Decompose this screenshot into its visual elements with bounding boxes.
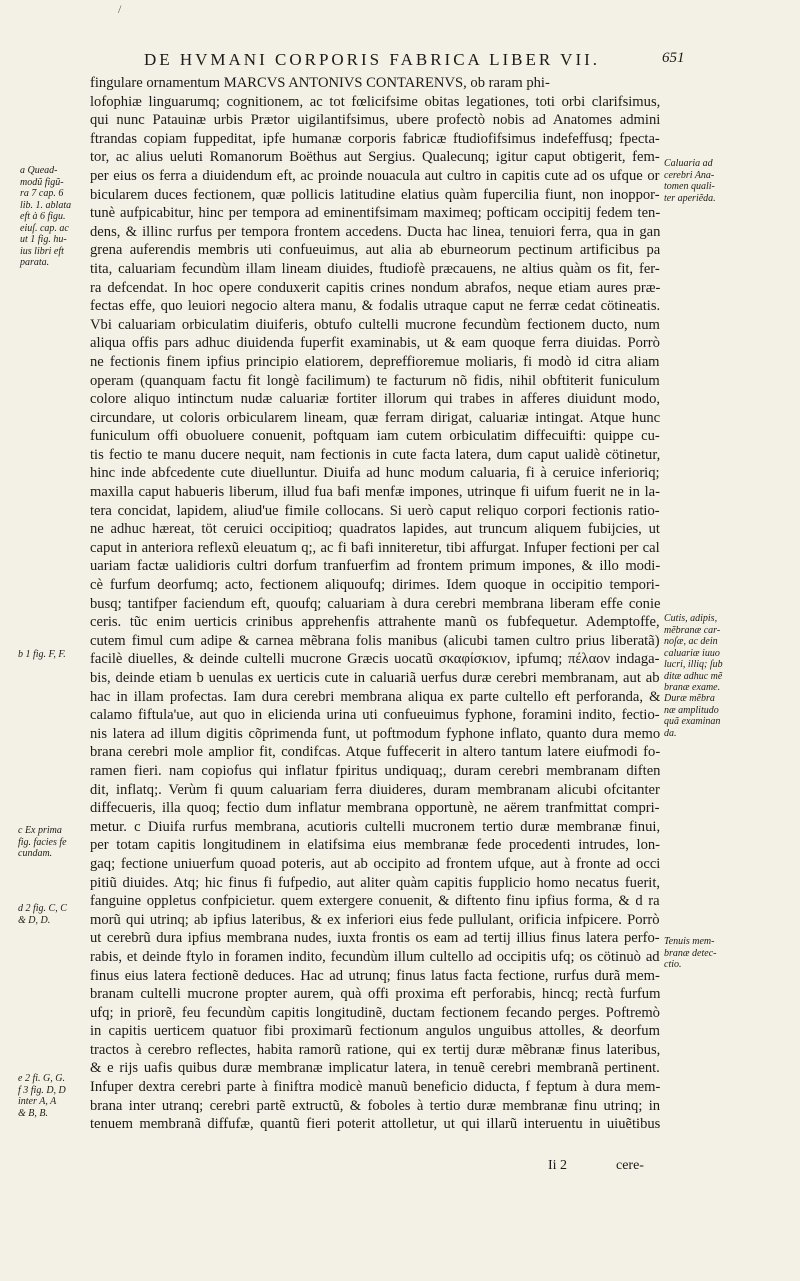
text-line: circundare, ut coloris orbicularem lineam, quæ ferram dirigat, caluariæ intingat. Atque hunc: [90, 409, 660, 426]
text-line: hac in illam profectas. Iam dura cerebri membrana aliqua ex parte cultello eft perforanda, &: [90, 688, 660, 705]
text-line: branam cultelli mucrone propter aurem, quà offi proxima eft perforabis, hincq; rectà furfum: [90, 986, 660, 1003]
text-line: tunè aufpicabitur, hinc per tempora ad eminentifsimam maximeq; pofticam occipitij fedem ten-: [90, 205, 660, 222]
margin-note-line: quã examinan: [664, 716, 721, 727]
margin-note-line: ditæ adhuc mẽ: [664, 670, 723, 682]
right-margin-note-3: [664, 693, 720, 739]
text-line: Infuper dextra cerebri parte à finiftra modicè manuũ beneficio diducta, f feptum à dura mem-: [90, 1079, 660, 1096]
page-number: 651: [662, 50, 685, 66]
text-line: pitiũ diuides. Atq; hic finus fi fufpedio, aut aliter quàm capitis fupplicio homo necatus fuerit,: [90, 874, 660, 891]
text-line: aliqua offis pars adhuc diuidenda fuperfit examinabis, ut & eam quoque ferra diuidas. Porrò: [90, 335, 660, 352]
text-line: dit, inflatq;. Verùm fi quum caluariam ferra diuideres, duram membranam alicubi ofcitanter: [90, 781, 660, 798]
margin-note-line: f 3 fig. D, D: [18, 1084, 66, 1096]
text-line: tita, caluariam fecundùm illam lineam diuides, ftudiofè præcauens, ne altius quàm os fit, fer-: [90, 260, 660, 277]
text-line: cutem fimul cum adipe & carnea mẽbrana folis manibus (alicubi tamen cultro prius liberatã): [90, 632, 660, 649]
margin-note-line: fig. facies fe: [18, 836, 67, 848]
text-line: operam (quanquam factu fit longè facilimum) te facturum nõ fidis, nihil obftiterit funiculum: [90, 372, 660, 389]
margin-note-line: cerebri Ana-: [664, 169, 715, 181]
text-line: facilè diuelles, & deinde cultelli mucrone Græcis uocatũ σκαφίσκιον, ipfumq; πέλαον indaga-: [90, 651, 660, 668]
text-line: nis latera ad illum digitis cõprimenda funt, ut poftmodum fyphone inflato, quanto dura memo: [90, 725, 660, 742]
margin-note-line: lucri, illiq; ſub: [664, 659, 723, 670]
text-line: tera concidat, lapidem, aliud'ue fimile collocans. Si uerò caput reliquo corpori fectionis ratio-: [90, 502, 660, 519]
margin-note-line: branæ detec-: [664, 947, 717, 959]
text-line: Vbi caluariam orbiculatim diuiferis, obtufo cultelli mucrone fecundùm fectionem ducto, num: [90, 316, 660, 333]
text-line: colore aliquo intinctum nudæ caluariæ fortiter illorum qui trabes in afferes diuidunt modo,: [90, 391, 660, 408]
margin-note-line: Duræ mẽbra: [664, 693, 715, 704]
left-margin-note-3: [18, 825, 67, 860]
text-line: tor, ac alius ueluti Romanorum Boëthus aut Sergius. Qualecunq; igitur caput obtigerit, fem-: [90, 149, 660, 166]
text-line: ufq; in priorẽ, feu fecundùm capitis longitudinẽ, ductam fectionem fecando perges. Poftremò: [90, 1004, 660, 1021]
catchword: cere-: [616, 1158, 644, 1173]
text-line: hinc inde abfcedente cute diuelluntur. Diuifa ad hunc modum caluaria, fi à ceruice inferioriq;: [90, 465, 660, 482]
margin-note-line: ter aperiẽda.: [664, 192, 716, 204]
text-line: uariam factæ ualidioris cultri dorfum tranfuerfim ad frontem primum impones, & illo modi-: [90, 558, 660, 575]
margin-note-line: tomen quali-: [664, 181, 715, 192]
margin-note-line: caluariæ iuuo: [664, 647, 720, 659]
text-line: morũ qui utrinq; ab ipfius lateribus, & ex inferiori eius fede pullulant, orificia infpicere. Porrò: [90, 911, 660, 928]
margin-note-line: b 1 fig. F, F.: [18, 649, 66, 660]
margin-note-line: eiuſ. cap. ac: [20, 222, 69, 234]
margin-note-line: ra 7 cap. 6: [20, 188, 64, 199]
text-line: bis, deinde etiam b uenulas ex uerticis cute in caluariã uerfus duræ cerebri membranam, aut ab: [90, 670, 660, 686]
text-line: funiculum offi obuoluere conuenit, poftquam iam cutem orbiculatim diffecuifti: quippe cu-: [90, 428, 660, 445]
text-line: brana cerebri mole amplior fit, condifcas. Atque fuffecerit in altero tantum latere eiufmodi fo-: [90, 744, 660, 761]
margin-note-line: & B, B.: [18, 1107, 48, 1119]
text-line: ne fectionis finem ipfius principio elatiorem, depreffioremue moliaris, fi modò id citra aliam: [90, 353, 660, 370]
text-line: in capitis uerticem quatuor fibi proximarũ fectionum angulos unguibus attolles, & deorfum: [90, 1023, 660, 1040]
text-line: ramen fieri. nam copiofus qui inflatur fpiritus undiquaq;, duram cerebri membranam diften: [90, 762, 660, 779]
left-margin-note-1: [20, 165, 71, 269]
text-line: bicularem duces fectionem, quæ pollicis latitudine elatius quàm fupercilia fiunt, non inoppor-: [90, 186, 660, 203]
text-line: calamo fiftula'ue, aut quo in elicienda urina uti confueuimus fyphone, foramini indito, fectio-: [90, 707, 660, 724]
margin-note-line: c Ex prima: [18, 825, 62, 836]
margin-note-line: noſæ, ac dein: [664, 636, 718, 647]
text-line: per totam capitis longitudinem in elatifsima eius membranæ fede procedenti intrudes, lon-: [90, 837, 660, 854]
margin-note-line: Cutis, adipis,: [664, 613, 718, 624]
text-line: finus eius latera fectionẽ deduces. Hac ad utrunq; finus latus facta fectione, rurfus durã mem-: [90, 967, 660, 984]
text-line: per eius os ferra a diuidendum eft, ac proinde nouacula aut cultro in capitis cute ad os ufque or: [90, 167, 660, 184]
text-line: tractos à cerebro reflectes, habita ramorũ ratione, qui ex tertij duræ mẽbranæ finus lateribus,: [90, 1041, 660, 1058]
right-margin-note-1: [664, 158, 716, 204]
margin-note-line: ctio.: [664, 959, 682, 970]
text-line: fingulare ornamentum MARCVS ANTONIVS CONTARENVS, ob raram phi-: [90, 75, 550, 91]
left-margin-note-2: [18, 649, 66, 661]
margin-note-line: inter A, A: [18, 1096, 57, 1107]
margin-note-line: Caluaria ad: [664, 158, 713, 169]
text-line: busq; tantifper faciendum eft, quoufq; caluariam à dura cerebri membrana liberam effe conie: [90, 595, 660, 612]
margin-note-line: ius libri eft: [20, 245, 64, 257]
text-line: dens, & illinc rurfus per tempora frontem accedens. Ducta hac linea, tenuiori ferra, qua in gan: [90, 223, 660, 240]
catchline: [0, 1158, 800, 1178]
right-margin-note-2: [664, 613, 723, 694]
margin-note-line: & D, D.: [18, 914, 51, 926]
text-line: cè furfum deorfumq; acto, fectionem aliquoufq; dirimes. Idem quoque in occipitio tempori-: [90, 577, 660, 594]
running-title: DE HVMANI CORPORIS FABRICA LIBER VII.: [143, 50, 601, 69]
left-margin-note-5: [18, 1073, 66, 1119]
margin-note-line: ut 1 fig. hu-: [20, 234, 67, 245]
margin-note-line: a Quead-: [20, 165, 58, 176]
text-line: maxilla caput habueris liberum, illud fua bafi menfæ impones, utrinque fi uifum fuerit ne in la-: [90, 484, 660, 501]
margin-note-line: branæ exame.: [664, 682, 721, 693]
margin-note-line: lib. 1. ablata: [20, 199, 72, 211]
text-line: grena auferendis membris uti confueuimus, aut alia ab eburneorum pectinum artificibus pa: [90, 242, 660, 259]
text-line: rabis, et deinde ftylo in foramen indito, fecundùm illum cultello ad occipitis ufq; os cötinuò ad: [90, 948, 660, 965]
margin-note-line: Tenuis mem-: [664, 936, 715, 947]
margin-note-line: mẽbranæ car-: [664, 624, 721, 636]
corner-mark: /: [118, 2, 122, 16]
signature-mark: Ii 2: [548, 1158, 568, 1173]
margin-note-line: parata.: [20, 257, 50, 268]
text-line: lofophiæ linguarumq; cognitionem, ac tot fœlicifsime obitas legationes, toti orbi clarifsimus,: [90, 93, 660, 110]
margin-note-line: eft à 6 figu.: [20, 211, 66, 222]
text-line: & e rijs uafis quibus duræ membranæ implicatur latera, in tenuẽ cerebri membranã pertinent.: [90, 1060, 660, 1077]
main-text-block: [90, 74, 660, 1134]
text-line: ftrandas copiam fuppeditat, ipfe humanæ corporis fabricæ ftudiofifsimus indefeffusq; fpecta-: [90, 130, 660, 147]
text-line: tenuem membranã diffufæ, quantũ fieri poterit attolletur, ut qui illarũ interuentu in uiuẽtibus: [90, 1116, 660, 1133]
right-margin-note-4: [664, 936, 717, 971]
text-line: ut cerebrũ dura ipfius membrana nudes, iuxta frontis os eam ad tertij illius finus latera perfo-: [90, 930, 660, 947]
text-line: caput in anteriora reflexũ eleuatum q;, ac fi bafi inniteretur, tibi affurgat. Infuper fectioni per cal: [90, 539, 660, 556]
text-line: ceris. tũc enim uerticis crinibus apprehenfis attrahente manũ os fubfequetur. Ademptoffe,: [90, 614, 660, 631]
text-line: metur. c Diuifa rurfus membrana, acutioris cultelli mucronem tertio duræ membranæ finui,: [90, 818, 660, 835]
text-line: fanguine oppletus confpicietur. quem extergere conuenit, & diftento finu ipfius forma, & d ra: [90, 893, 660, 910]
running-head: [0, 50, 800, 74]
text-line: diffecueris, illa quoq; fectio dum inflatur membrana opportunè, ne aërem tranfmittat compri-: [90, 800, 660, 817]
text-line: ne adhuc hæreat, töt ceruici occipitioq; quadratos lapides, aut truncum aliquem fubijcies, ut: [90, 521, 660, 538]
margin-note-line: modũ figũ-: [20, 176, 64, 188]
left-margin-note-4: [18, 903, 67, 926]
text-line: brana inter utranq; cerebri partẽ extructũ, & foboles à tertio duræ membranæ finu utrinq; in: [90, 1097, 660, 1114]
margin-note-line: d 2 fig. C, C: [18, 903, 67, 914]
text-line: fectas effe, quo leuiori negocio altera manu, & fodalis utraque caput ne ferræ cedat cötineatis.: [90, 298, 660, 315]
text-line: qui nunc Patauinæ urbis Prætor uigilantifsimus, ubere profectò nobis ad Anatomes admini: [90, 112, 660, 129]
margin-note-line: da.: [664, 727, 677, 739]
margin-note-line: næ amplitudo: [664, 704, 719, 716]
text-line: ra defcendat. In hoc opere conduxerit capitis crines nondum abrafos, neque etiam aures præ-: [90, 279, 660, 296]
text-line: tis fectio te manu ducere nequit, nam fectionis in cute facta latera, dum caput ualidè cötinetur,: [90, 446, 660, 463]
margin-note-line: e 2 fi. G, G.: [18, 1073, 65, 1084]
margin-note-line: cundam.: [18, 848, 53, 859]
text-line: gaq; fectione uniuerfum quoad poteris, aut ab occipito ad frontem ufque, aut à fronte ad occi: [90, 855, 660, 872]
